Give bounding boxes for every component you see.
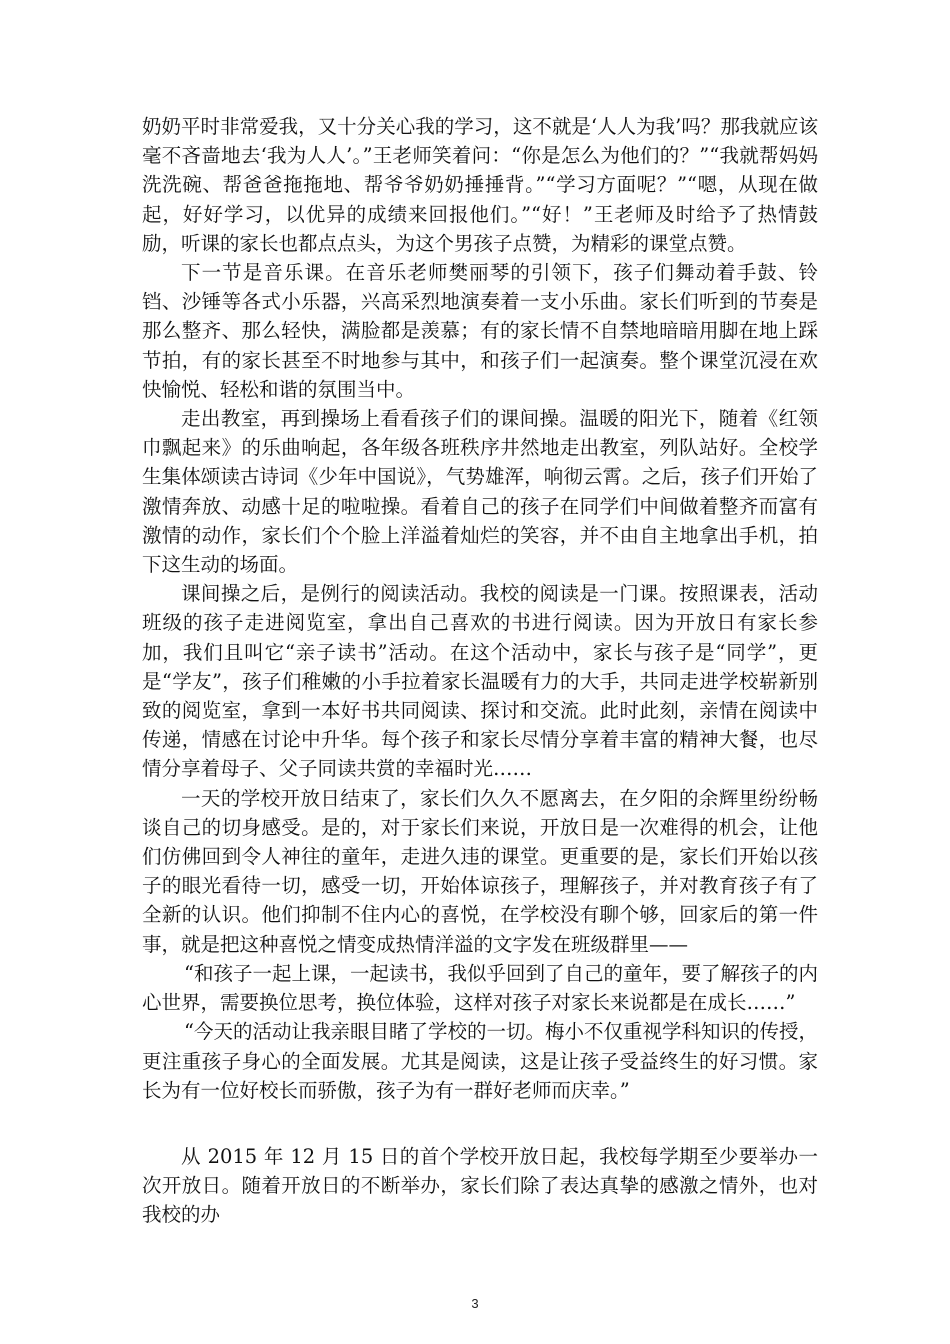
paragraph-since-2015: 从 2015 年 12 月 15 日的首个学校开放日起，我校每学期至少要举办一次开放日。随着开放日的不断举办，家长们除了表达真挚的感激之情外，也对我校的办 <box>142 1144 818 1227</box>
paragraph-reading: 课间操之后，是例行的阅读活动。我校的阅读是一门课。按照课表，活动班级的孩子走进阅览室，拿出自己喜欢的书进行阅读。因为开放日有家长参加，我们且叫它“亲子读书”活动。在这个活动中，家长与孩子是“同学”，更是“学友”，孩子们稚嫩的小手拉着家长温暖有力的大手，共同走进学校崭新别致的阅览室，拿到一本好书共同阅读、探讨和交流。此时此刻，亲情在阅读中传递，情感在讨论中升华。每个孩子和家长尽情分享着丰富的精神大餐，也尽情分享着母子、父子同读共赏的幸福时光…… <box>142 582 818 781</box>
section-gap <box>142 1105 818 1142</box>
paragraph-continued: 奶奶平时非常爱我，又十分关心我的学习，这不就是‘人人为我’吗？那我就应该毫不吝啬地去‘我为人人’。”王老师笑着问：“你是怎么为他们的？”“我就帮妈妈洗洗碗、帮爸爸拖拖地、帮爷爷奶奶捶捶背。”“学习方面呢？”“嗯，从现在做起，好好学习，以优异的成绩来回报他们。”“好！”王老师及时给予了热情鼓励，听课的家长也都点点头，为这个男孩子点赞，为精彩的课堂点赞。 <box>142 115 818 255</box>
parent-quote-1: “和孩子一起上课，一起读书，我似乎回到了自己的童年，要了解孩子的内心世界，需要换位思考，换位体验，这样对孩子对家长来说都是在成长……” <box>142 961 818 1015</box>
page-number: 3 <box>471 1296 479 1311</box>
paragraph-exercise: 走出教室，再到操场上看看孩子们的课间操。温暖的阳光下，随着《红领巾飘起来》的乐曲响起，各年级各班秩序井然地走出教室，列队站好。全校学生集体颂读古诗词《少年中国说》，气势雄浑，响彻云霄。之后，孩子们开始了激情奔放、动感十足的啦啦操。看着自己的孩子在同学们中间做着整齐而富有激情的动作，家长们个个脸上洋溢着灿烂的笑容，并不由自主地拿出手机，拍下这生动的场面。 <box>142 407 818 577</box>
body-text <box>142 112 818 1230</box>
paragraph-open-day-end: 一天的学校开放日结束了，家长们久久不愿离去，在夕阳的余辉里纷纷畅谈自己的切身感受。是的，对于家长们来说，开放日是一次难得的机会，让他们仿佛回到令人神往的童年，走进久违的课堂。更重要的是，家长们开始以孩子的眼光看待一切，感受一切，开始体谅孩子，理解孩子，并对教育孩子有了全新的认识。他们抑制不住内心的喜悦，在学校没有聊个够，回家后的第一件事，就是把这种喜悦之情变成热情洋溢的文字发在班级群里—— <box>142 786 818 956</box>
paragraph-music-class: 下一节是音乐课。在音乐老师樊丽琴的引领下，孩子们舞动着手鼓、铃铛、沙锤等各式小乐器，兴高采烈地演奏着一支小乐曲。家长们听到的节奏是那么整齐、那么轻快，满脸都是羡慕；有的家长情不自禁地暗暗用脚在地上踩节拍，有的家长甚至不时地参与其中，和孩子们一起演奏。整个课堂沉浸在欢快愉悦、轻松和谐的氛围当中。 <box>142 261 818 401</box>
parent-quote-2: “今天的活动让我亲眼目睹了学校的一切。梅小不仅重视学科知识的传授，更注重孩子身心的全面发展。尤其是阅读，这是让孩子受益终生的好习惯。家长为有一位好校长而骄傲，孩子为有一群好老师而庆幸。” <box>142 1020 818 1102</box>
